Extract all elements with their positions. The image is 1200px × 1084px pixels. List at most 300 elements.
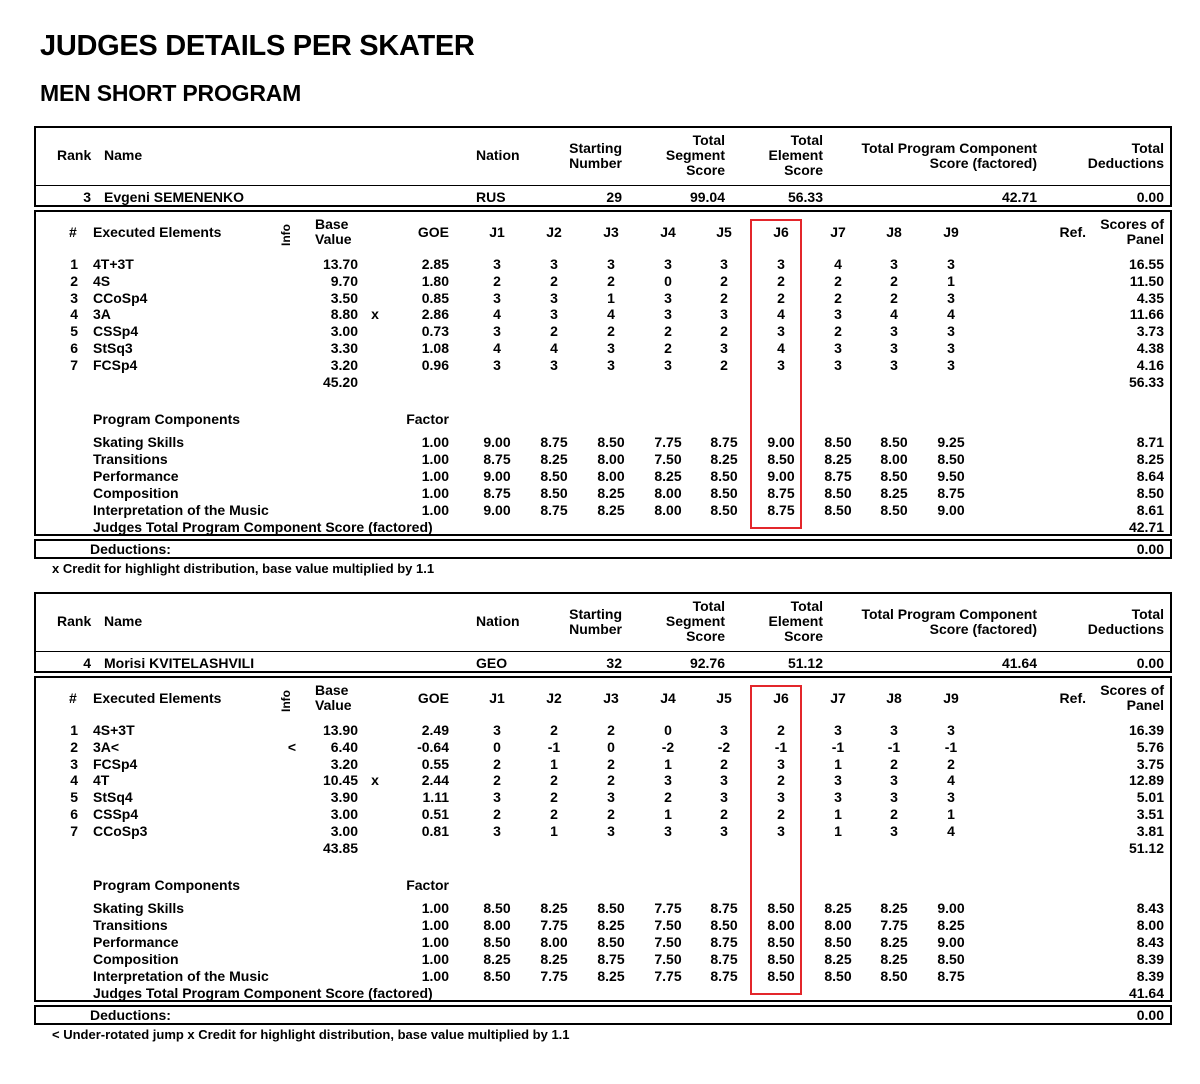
header-tpcs: Total Program Component: [861, 140, 1037, 156]
element-goe: 2.44: [421, 772, 449, 789]
component-judge-score: 8.25: [597, 485, 625, 501]
element-judge-score: 3: [890, 356, 898, 373]
header-starting-number: Number: [569, 621, 622, 637]
element-judge-score: 2: [493, 272, 501, 289]
skater-starting-number: 32: [606, 655, 622, 671]
element-judge-score: 2: [550, 806, 558, 822]
component-judge-score: 9.00: [767, 434, 795, 450]
element-goe: 0.81: [421, 822, 449, 839]
deductions-box: [34, 1005, 1172, 1025]
component-judge-score: 8.75: [824, 468, 852, 484]
component-factor: 1.00: [421, 968, 449, 984]
element-goe: 0.96: [421, 356, 449, 373]
header-tss: Segment: [665, 147, 725, 163]
element-judge-score: 3: [720, 789, 728, 806]
col-judge: J8: [886, 690, 902, 706]
element-judge-score: 2: [664, 340, 672, 356]
header-deductions: Total: [1131, 140, 1164, 156]
component-judge-score: 8.25: [483, 951, 511, 967]
component-judge-score: 8.00: [483, 917, 511, 933]
element-judge-score: 3: [777, 356, 785, 373]
element-judge-score: -2: [717, 738, 731, 755]
col-ref: Ref.: [1059, 224, 1086, 240]
element-panel-score: 3.75: [1136, 755, 1164, 772]
element-judge-score: 1: [550, 755, 558, 772]
component-judge-score: 8.50: [824, 485, 852, 501]
element-judge-score: 0: [493, 738, 501, 755]
component-judge-score: 8.25: [540, 951, 568, 967]
program-components-heading: Program Components: [93, 877, 241, 893]
element-judge-score: 3: [834, 789, 842, 806]
element-judge-score: 1: [664, 806, 672, 822]
element-judge-score: 2: [664, 323, 672, 340]
element-judge-score: 3: [834, 772, 842, 789]
header-tss: Score: [686, 628, 725, 644]
page-subtitle: MEN SHORT PROGRAM: [40, 80, 302, 106]
skater-tss: 92.76: [689, 655, 725, 671]
element-judge-score: 3: [664, 356, 672, 373]
col-judge: J4: [660, 690, 676, 706]
col-judge: J3: [603, 690, 619, 706]
element-judge-score: 3: [607, 340, 615, 356]
component-judge-score: 8.50: [880, 434, 908, 450]
component-judge-score: 9.00: [483, 502, 511, 518]
element-judge-score: 3: [550, 306, 558, 323]
col-scores-of-panel: Panel: [1126, 697, 1164, 713]
component-judge-score: 8.25: [540, 451, 568, 467]
element-judge-score: 3: [720, 772, 728, 789]
header-deductions: Deductions: [1087, 621, 1164, 637]
pcs-total: 41.64: [1128, 985, 1164, 1001]
element-judge-score: 0: [664, 272, 672, 289]
component-judge-score: 8.50: [597, 434, 625, 450]
element-base-value: 3.30: [330, 340, 358, 356]
col-base-value: Base: [315, 682, 349, 698]
skater-tes: 51.12: [787, 655, 823, 671]
factor-heading: Factor: [406, 411, 449, 427]
element-number: 1: [70, 256, 78, 272]
element-judge-score: 4: [947, 822, 955, 839]
component-panel-score: 8.43: [1136, 900, 1164, 916]
component-judge-score: 8.75: [710, 951, 738, 967]
skater-name: Morisi KVITELASHVILI: [104, 655, 255, 671]
component-judge-score: 8.25: [880, 900, 908, 916]
component-factor: 1.00: [421, 502, 449, 518]
component-panel-score: 8.25: [1136, 451, 1164, 467]
element-judge-score: 0: [607, 738, 615, 755]
component-factor: 1.00: [421, 917, 449, 933]
element-judge-score: 3: [947, 356, 955, 373]
component-judge-score: 7.50: [654, 917, 682, 933]
element-number: 3: [70, 755, 78, 772]
element-judge-score: 1: [834, 755, 842, 772]
element-panel-score: 3.73: [1136, 323, 1164, 340]
element-panel-score: 5.01: [1136, 789, 1164, 806]
header-tes: Total: [790, 598, 823, 614]
col-num: #: [69, 690, 77, 706]
element-number: 7: [70, 356, 78, 373]
element-base-value: 9.70: [330, 272, 358, 289]
col-judge: J6: [773, 224, 789, 240]
element-judge-score: 3: [777, 822, 785, 839]
component-judge-score: 9.00: [937, 502, 965, 518]
element-code: CSSp4: [93, 806, 139, 822]
element-goe: 0.55: [421, 755, 449, 772]
element-goe: 1.08: [421, 340, 449, 356]
element-judge-score: 3: [550, 356, 558, 373]
element-base-value: 3.20: [330, 356, 358, 373]
component-judge-score: 8.50: [540, 485, 568, 501]
element-judge-score: 3: [720, 340, 728, 356]
element-judge-score: 2: [550, 323, 558, 340]
element-judge-score: -2: [661, 738, 675, 755]
header-tes: Score: [784, 162, 823, 178]
col-judge: J1: [489, 224, 505, 240]
element-judge-score: 3: [720, 256, 728, 272]
component-judge-score: 7.50: [654, 934, 682, 950]
element-judge-score: 3: [720, 722, 728, 738]
col-judge: J1: [489, 690, 505, 706]
element-judge-score: 3: [550, 289, 558, 306]
col-info: Info: [279, 224, 293, 246]
element-judge-score: 2: [777, 289, 785, 306]
component-panel-score: 8.39: [1136, 968, 1164, 984]
element-judge-score: 3: [664, 256, 672, 272]
element-judge-score: 3: [720, 306, 728, 323]
element-number: 1: [70, 722, 78, 738]
header-tss: Segment: [665, 613, 725, 629]
element-base-value: 3.00: [330, 822, 358, 839]
program-components-heading: Program Components: [93, 411, 241, 427]
component-judge-score: 8.50: [767, 968, 795, 984]
element-judge-score: 1: [607, 289, 615, 306]
element-judge-score: 3: [890, 822, 898, 839]
component-judge-score: 8.00: [540, 934, 568, 950]
component-judge-score: 8.00: [824, 917, 852, 933]
element-judge-score: 2: [890, 289, 898, 306]
element-judge-score: 2: [493, 755, 501, 772]
element-judge-score: 3: [947, 256, 955, 272]
header-divider: [36, 185, 1170, 186]
header-starting-number: Starting: [569, 606, 622, 622]
element-goe: 0.51: [421, 806, 449, 822]
deductions-value: 0.00: [1136, 1007, 1164, 1023]
col-judge: J8: [886, 224, 902, 240]
element-panel-score: 4.35: [1136, 289, 1164, 306]
component-judge-score: 8.25: [824, 951, 852, 967]
element-judge-score: 2: [720, 289, 728, 306]
element-judge-score: 1: [947, 806, 955, 822]
element-judge-score: 4: [834, 256, 842, 272]
element-goe: 0.85: [421, 289, 449, 306]
component-judge-score: 8.50: [767, 934, 795, 950]
element-judge-score: 2: [493, 772, 501, 789]
component-judge-score: 7.75: [540, 917, 568, 933]
col-judge: J5: [716, 690, 732, 706]
col-judge: J2: [546, 690, 562, 706]
component-name: Performance: [93, 934, 179, 950]
element-judge-score: 3: [890, 772, 898, 789]
component-factor: 1.00: [421, 934, 449, 950]
component-judge-score: 8.75: [767, 485, 795, 501]
element-judge-score: 3: [947, 722, 955, 738]
component-judge-score: 8.75: [710, 934, 738, 950]
header-tes: Element: [768, 613, 823, 629]
element-number: 6: [70, 806, 78, 822]
component-judge-score: 8.00: [654, 485, 682, 501]
element-judge-score: 4: [607, 306, 615, 323]
component-judge-score: 8.50: [597, 900, 625, 916]
element-panel-score: 4.16: [1136, 356, 1164, 373]
component-judge-score: 8.25: [597, 502, 625, 518]
header-tes: Score: [784, 628, 823, 644]
component-judge-score: 9.25: [937, 434, 965, 450]
component-judge-score: 8.00: [654, 502, 682, 518]
component-judge-score: 7.50: [654, 451, 682, 467]
element-x-marker: x: [371, 306, 379, 323]
component-judge-score: 8.25: [654, 468, 682, 484]
header-nation: Nation: [476, 147, 520, 163]
element-code: CSSp4: [93, 323, 139, 340]
element-panel-score: 16.39: [1128, 722, 1164, 738]
component-judge-score: 8.75: [937, 968, 965, 984]
component-judge-score: 7.50: [654, 951, 682, 967]
header-tpcs: Score (factored): [929, 621, 1037, 637]
component-judge-score: 8.25: [880, 951, 908, 967]
element-judge-score: 2: [550, 722, 558, 738]
element-judge-score: 3: [493, 822, 501, 839]
element-base-value: 3.90: [330, 789, 358, 806]
skater-total-deductions: 0.00: [1136, 655, 1164, 671]
col-base-value: Base: [315, 216, 349, 232]
component-judge-score: 8.50: [483, 968, 511, 984]
element-code: StSq3: [93, 340, 133, 356]
component-judge-score: 8.25: [597, 968, 625, 984]
component-judge-score: 8.50: [767, 951, 795, 967]
element-judge-score: 3: [947, 340, 955, 356]
element-judge-score: 3: [493, 722, 501, 738]
element-number: 2: [70, 738, 78, 755]
component-judge-score: 8.50: [880, 502, 908, 518]
base-value-total: 45.20: [322, 374, 358, 390]
component-name: Transitions: [93, 917, 168, 933]
header-deductions: Deductions: [1087, 155, 1164, 171]
base-value-total: 43.85: [322, 840, 358, 856]
element-judge-score: 2: [720, 755, 728, 772]
element-judge-score: 4: [493, 306, 501, 323]
element-judge-score: 3: [890, 789, 898, 806]
skater-nation: GEO: [476, 655, 508, 671]
col-info: Info: [279, 690, 293, 712]
col-scores-of-panel: Scores of: [1100, 216, 1164, 232]
element-judge-score: 2: [834, 272, 842, 289]
col-judge: J7: [830, 224, 846, 240]
component-judge-score: 8.25: [540, 900, 568, 916]
component-name: Performance: [93, 468, 179, 484]
component-judge-score: 8.75: [540, 434, 568, 450]
component-judge-score: 9.00: [483, 468, 511, 484]
element-panel-score: 5.76: [1136, 738, 1164, 755]
element-judge-score: 2: [834, 289, 842, 306]
skater-tes: 56.33: [787, 189, 823, 205]
deductions-label: Deductions:: [90, 1007, 171, 1023]
component-judge-score: 8.50: [824, 434, 852, 450]
component-panel-score: 8.71: [1136, 434, 1164, 450]
element-code: FCSp4: [93, 755, 138, 772]
component-name: Transitions: [93, 451, 168, 467]
component-factor: 1.00: [421, 451, 449, 467]
element-judge-score: 2: [777, 722, 785, 738]
element-goe: 1.80: [421, 272, 449, 289]
component-judge-score: 8.25: [824, 451, 852, 467]
skater-total-deductions: 0.00: [1136, 189, 1164, 205]
component-judge-score: 8.50: [710, 468, 738, 484]
element-x-marker: x: [371, 772, 379, 789]
component-judge-score: 8.25: [597, 917, 625, 933]
deductions-value: 0.00: [1136, 541, 1164, 557]
component-factor: 1.00: [421, 468, 449, 484]
element-judge-score: 3: [493, 256, 501, 272]
component-panel-score: 8.00: [1136, 917, 1164, 933]
component-factor: 1.00: [421, 434, 449, 450]
element-panel-score: 3.81: [1136, 822, 1164, 839]
element-judge-score: 4: [777, 306, 785, 323]
col-judge: J2: [546, 224, 562, 240]
component-judge-score: 8.50: [880, 968, 908, 984]
element-judge-score: 2: [607, 323, 615, 340]
element-judge-score: 2: [777, 772, 785, 789]
component-judge-score: 8.50: [483, 900, 511, 916]
component-judge-score: 8.25: [824, 900, 852, 916]
element-judge-score: 3: [947, 323, 955, 340]
element-judge-score: 2: [720, 356, 728, 373]
element-judge-score: 2: [493, 806, 501, 822]
col-base-value: Value: [315, 697, 352, 713]
element-judge-score: 2: [777, 272, 785, 289]
element-panel-score: 11.66: [1129, 306, 1164, 323]
judges-total-label: Judges Total Program Component Score (factored): [93, 519, 433, 535]
element-base-value: 13.70: [322, 256, 358, 272]
element-number: 4: [70, 306, 78, 323]
component-name: Skating Skills: [93, 900, 185, 916]
component-judge-score: 8.50: [937, 451, 965, 467]
skater-tpcs: 42.71: [1001, 189, 1037, 205]
header-starting-number: Number: [569, 155, 622, 171]
header-divider: [36, 651, 1170, 652]
element-judge-score: 3: [607, 356, 615, 373]
component-factor: 1.00: [421, 485, 449, 501]
skater-name: Evgeni SEMENENKO: [104, 189, 245, 205]
col-judge: J3: [603, 224, 619, 240]
component-name: Interpretation of the Music: [93, 968, 269, 984]
element-judge-score: 2: [607, 722, 615, 738]
component-judge-score: 8.75: [710, 434, 738, 450]
component-judge-score: 8.00: [597, 451, 625, 467]
element-judge-score: 4: [550, 340, 558, 356]
col-judge: J7: [830, 690, 846, 706]
col-executed-elements: Executed Elements: [93, 690, 222, 706]
element-panel-score: 12.89: [1128, 772, 1164, 789]
component-judge-score: 8.50: [483, 934, 511, 950]
col-num: #: [69, 224, 77, 240]
component-panel-score: 8.64: [1136, 468, 1164, 484]
component-judge-score: 8.25: [880, 934, 908, 950]
element-judge-score: 3: [664, 306, 672, 323]
element-code: FCSp4: [93, 356, 138, 373]
element-judge-score: -1: [547, 738, 561, 755]
col-executed-elements: Executed Elements: [93, 224, 222, 240]
element-judge-score: 4: [777, 340, 785, 356]
header-rank: Rank: [57, 147, 92, 163]
component-judge-score: 9.00: [483, 434, 511, 450]
element-code: 4S: [93, 272, 111, 289]
deductions-box: [34, 539, 1172, 559]
component-judge-score: 8.75: [710, 968, 738, 984]
element-judge-score: -1: [774, 738, 788, 755]
col-goe: GOE: [417, 690, 449, 706]
component-judge-score: 8.75: [483, 485, 511, 501]
col-judge: J4: [660, 224, 676, 240]
component-name: Composition: [93, 485, 179, 501]
component-judge-score: 7.75: [654, 434, 682, 450]
element-base-value: 3.00: [330, 806, 358, 822]
element-number: 5: [70, 789, 78, 806]
element-judge-score: 2: [550, 772, 558, 789]
element-judge-score: 2: [947, 755, 955, 772]
element-panel-score: 4.38: [1136, 340, 1164, 356]
col-base-value: Value: [315, 231, 352, 247]
element-goe: 2.49: [421, 722, 449, 738]
component-judge-score: 8.50: [597, 934, 625, 950]
element-number: 4: [70, 772, 78, 789]
element-judge-score: 2: [777, 806, 785, 822]
element-judge-score: -1: [944, 738, 958, 755]
component-name: Skating Skills: [93, 434, 185, 450]
element-goe: -0.64: [417, 738, 449, 755]
element-judge-score: 1: [550, 822, 558, 839]
element-judge-score: 4: [947, 306, 955, 323]
element-panel-score: 11.50: [1129, 272, 1164, 289]
component-panel-score: 8.39: [1136, 951, 1164, 967]
col-scores-of-panel: Panel: [1126, 231, 1164, 247]
element-judge-score: 3: [890, 323, 898, 340]
component-judge-score: 8.75: [483, 451, 511, 467]
col-judge: J5: [716, 224, 732, 240]
component-judge-score: 9.00: [937, 934, 965, 950]
header-tpcs: Score (factored): [929, 155, 1037, 171]
element-code: 4T+3T: [93, 256, 134, 272]
element-judge-score: 3: [890, 256, 898, 272]
element-judge-score: 1: [947, 272, 955, 289]
element-judge-score: 2: [834, 323, 842, 340]
component-judge-score: 8.50: [824, 934, 852, 950]
col-judge: J6: [773, 690, 789, 706]
element-judge-score: 2: [607, 272, 615, 289]
component-factor: 1.00: [421, 951, 449, 967]
component-judge-score: 8.00: [597, 468, 625, 484]
element-judge-score: 3: [493, 356, 501, 373]
element-goe: 2.86: [421, 306, 449, 323]
col-judge: J9: [943, 690, 959, 706]
component-judge-score: 8.00: [880, 451, 908, 467]
component-judge-score: 8.50: [540, 468, 568, 484]
element-code: CCoSp3: [93, 822, 148, 839]
component-name: Composition: [93, 951, 179, 967]
element-judge-score: 3: [664, 289, 672, 306]
component-factor: 1.00: [421, 900, 449, 916]
header-rank: Rank: [57, 613, 92, 629]
component-judge-score: 8.75: [937, 485, 965, 501]
